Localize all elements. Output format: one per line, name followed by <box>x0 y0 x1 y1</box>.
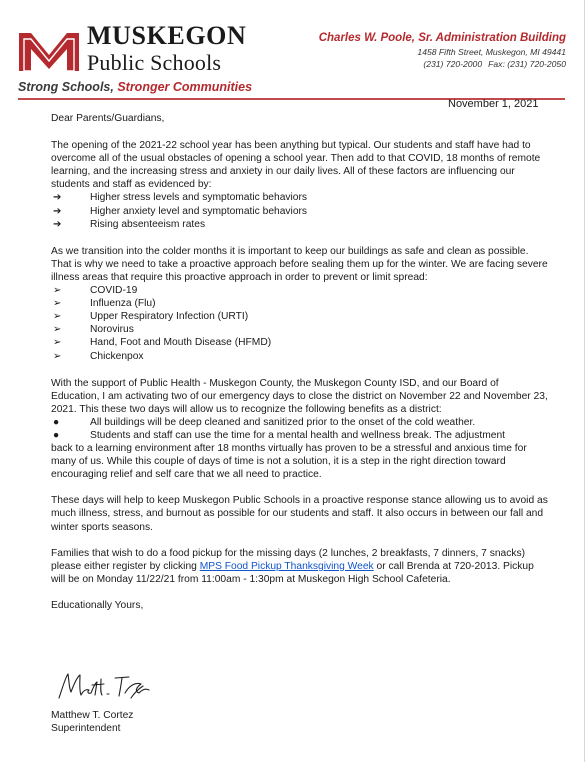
address-block <box>319 31 566 70</box>
benefit-continued: back to a learning environment after 18 months virtually has proven to be a stressful and anxious time for many of us. While this couple of days of time is not a solution, it is a step in the right direction toward encouraging relief and self care that we all need to practice. <box>51 443 527 481</box>
arrowhead-icon: ➢ <box>53 337 62 349</box>
phone-number: (231) 720-2000 <box>423 59 483 69</box>
tagline-part-b: Stronger Communities <box>117 80 253 94</box>
food-pickup-link[interactable]: MPS Food Pickup Thanksgiving Week <box>199 560 374 572</box>
contact-line <box>319 58 566 70</box>
arrowhead-icon: ➢ <box>53 324 62 336</box>
letter-date: November 1, 2021 <box>448 98 539 110</box>
benefit-item: ● All buildings will be deep cleaned and sanitized prior to the onset of the cold weather. <box>53 416 476 428</box>
paragraph-4: These days will help to keep Muskegon Public Schools in a proactive response stance allowing us to avoid as much illness, stress, and burnout as possible for our students and staff. It also occurs in between our fall and winter sports seasons. <box>51 495 548 533</box>
arrowhead-icon: ➢ <box>53 298 62 310</box>
factor-list <box>51 191 549 230</box>
list-item: ➔ Higher anxiety level and symptomatic behaviors <box>53 205 308 217</box>
bullet-icon: ● <box>53 416 60 428</box>
list-item: ➢ Norovirus <box>53 324 134 336</box>
signer-name: Matthew T. Cortez <box>51 710 134 721</box>
paragraph-1: The opening of the 2021-22 school year has been anything but typical. Our students and staff have had to overcome all of the usual obstacles of opening a school year. Then add to that COVID, 18 months of remote learning, and the increasing stress and anxiety in our daily lives. All of these factors are influencing our students and staff as evidenced by: <box>51 140 541 191</box>
signature-block <box>51 709 133 735</box>
list-item: ➢ Hand, Foot and Mouth Disease (HFMD) <box>53 337 272 349</box>
list-item: ➔ Higher stress levels and symptomatic behaviors <box>53 192 308 204</box>
paragraph-3: With the support of Public Health - Muskegon County, the Muskegon County ISD, and our Board of Education, I am activating two of our emergency days to close the district on November 22 and November 23, 2021. This these two days will allow us to recognize the following benefits as a district: <box>51 377 548 415</box>
tagline-part-a: Strong Schools, <box>18 80 118 94</box>
street-address: 1458 Fifth Street, Muskegon, MI 49441 <box>417 47 566 57</box>
signer-title: Superintendent <box>51 723 121 735</box>
arrow-icon: ➔ <box>53 218 62 230</box>
letter-body <box>51 112 549 612</box>
list-item: ➔ Rising absenteeism rates <box>53 218 206 230</box>
paragraph-2: As we transition into the colder months it is important to keep our buildings as safe and clean as possible. That is why we need to take a proactive approach before sealing them up for the winter. We are facing severe illness areas that require this proactive approach in order to prevent or limit spread: <box>51 245 548 283</box>
paragraph-5: Families that wish to do a food pickup for the missing days (2 lunches, 2 breakfasts, 7 dinners, 7 snacks) please either register by clicking MPS Food Pickup Thanksgiving Week or call Brenda at 720-2013. Pickup will be on Monday 11/22/21 from 11:00am - 1:30pm at Muskegon High School Cafeteria. <box>51 547 534 585</box>
list-item: ➢ Influenza (Flu) <box>53 298 156 310</box>
list-item: ➢ COVID-19 <box>53 285 138 297</box>
list-item: ➢ Upper Respiratory Infection (URTI) <box>53 311 249 323</box>
closing: Educationally Yours, <box>51 599 144 611</box>
org-name: MUSKEGON <box>87 21 247 50</box>
arrow-icon: ➔ <box>53 192 62 204</box>
arrowhead-icon: ➢ <box>53 350 62 362</box>
arrow-icon: ➔ <box>53 205 62 217</box>
salutation: Dear Parents/Guardians, <box>51 113 165 124</box>
muskegon-m-logo <box>18 27 80 72</box>
tagline <box>18 80 252 94</box>
list-item: ➢ Chickenpox <box>53 350 144 362</box>
org-subtitle: Public Schools <box>87 50 222 75</box>
handwritten-signature <box>55 668 155 704</box>
brand-block <box>87 22 246 75</box>
illness-list <box>51 284 549 363</box>
arrowhead-icon: ➢ <box>53 285 62 297</box>
building-name: Charles W. Poole, Sr. Administration Building <box>318 32 566 44</box>
fax-number: Fax: (231) 720-2050 <box>488 59 566 69</box>
arrowhead-icon: ➢ <box>53 311 62 323</box>
bullet-icon: ● <box>53 429 60 441</box>
benefit-item: ● Students and staff can use the time for a mental health and wellness break. The adjustment back to a learning environment after 18 months virtually has proven to be a stressful and anxious time for many of us. While this couple of days of time is not a solution, it is a step in the right direction toward encouraging relief and self care that we all need to practice. <box>51 429 549 481</box>
